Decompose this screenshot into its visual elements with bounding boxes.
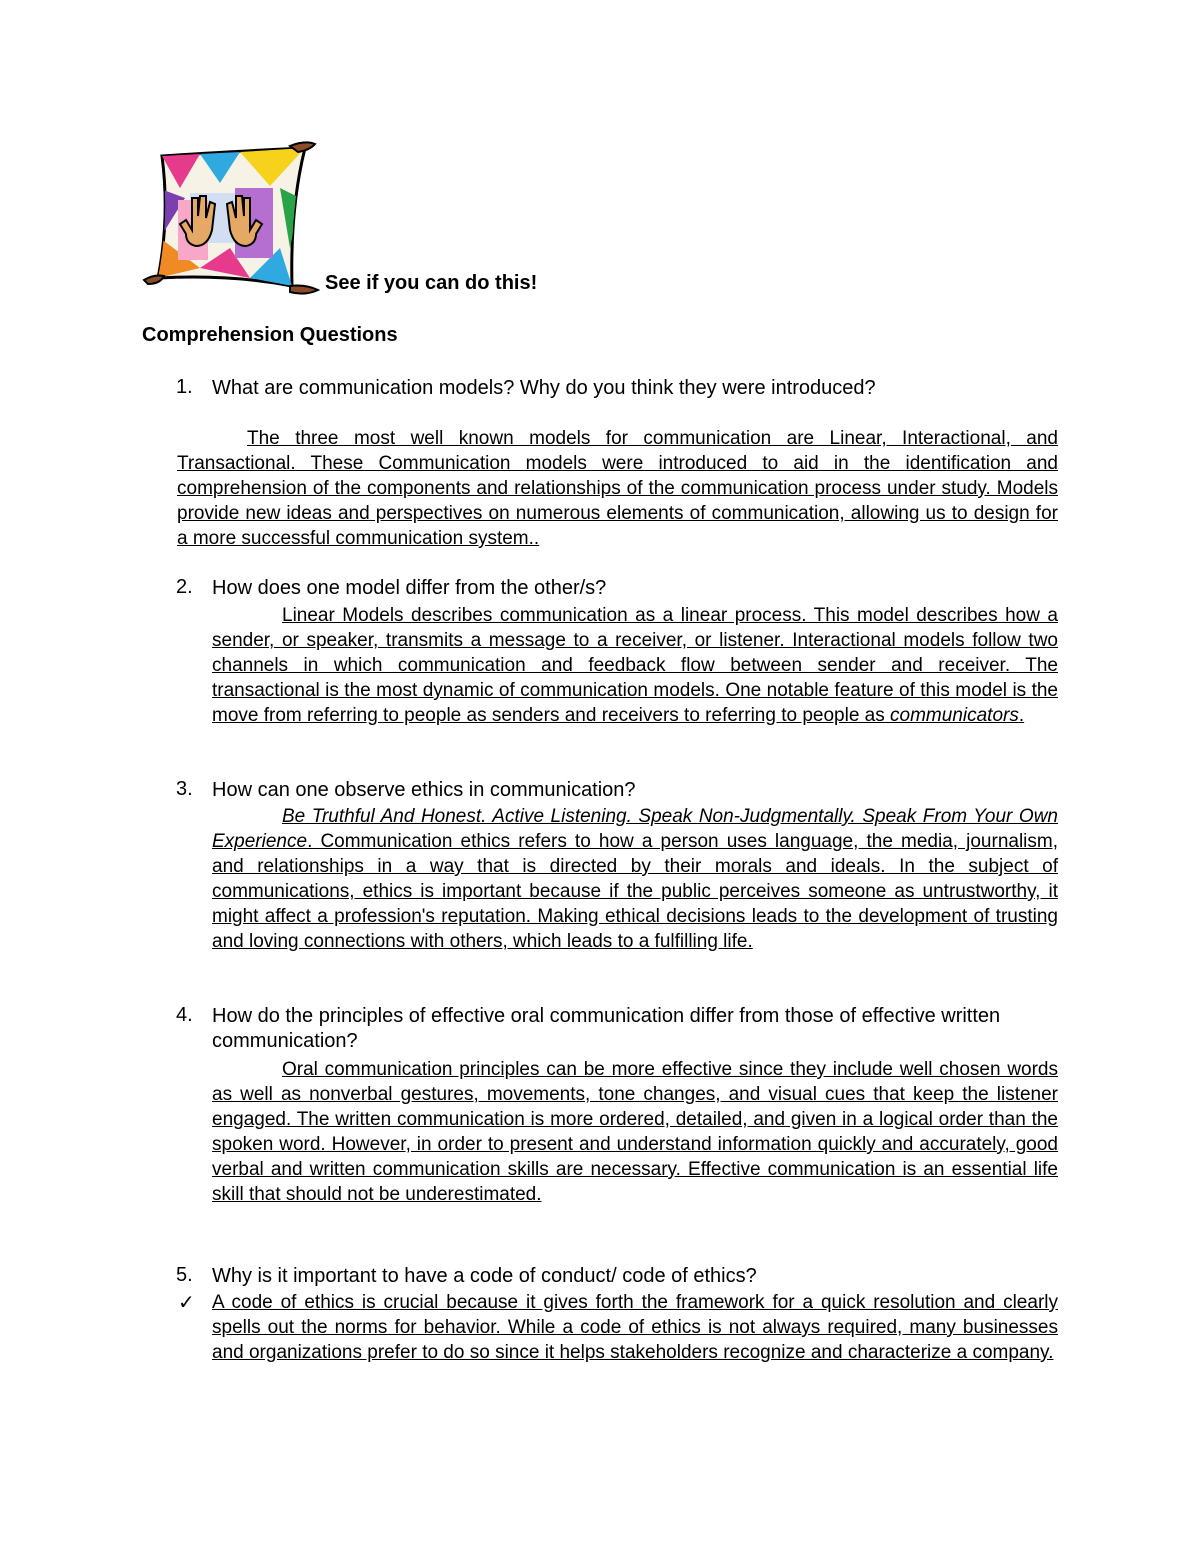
answer-text: A code of ethics is crucial because it gives forth the framework for a quick resolution and clearly spells out the norms for behavior. While a code of ethics is not always required, many businesses and organizations prefer to do so since it helps stakeholders recognize and characterize a company. (212, 1292, 1058, 1363)
question-text: Why is it important to have a code of conduct/ code of ethics? (212, 1265, 757, 1287)
question-number: 5. (176, 1264, 193, 1286)
banner-title: See if you can do this! (325, 272, 538, 294)
answer-text: Oral communication principles can be more effective since they include well chosen words as well as nonverbal gestures, movements, tone changes, and visual cues that keep the listener engaged. The written communication is more ordered, detailed, and given in a logical order than the spoken word. However, in order to present and understand information quickly and accurately, good verbal and written communication skills are necessary. Effective communication is an essential life skill that should not be underestimated. (212, 1059, 1058, 1205)
answer-text (212, 804, 1058, 954)
question-text: What are communication models? Why do you think they were introduced? (212, 377, 876, 399)
answer-trail: . (533, 528, 540, 549)
question-number: 2. (176, 576, 193, 598)
answer-body: . Communication ethics refers to how a person uses language, the media, journalism, and relationships in a way that is directed by their morals and ideals. In the subject of communications, ethics is important because if the public perceives someone as untrustworthy, it might affect a profession's reputation. Making ethical decisions leads to the development of trusting and loving connections with others, which leads to a fulfilling life. (212, 831, 1058, 952)
question-number: 3. (176, 778, 193, 800)
question-number: 1. (176, 376, 193, 398)
question-text: How do the principles of effective oral communication differ from those of effective written communication? (212, 1005, 1001, 1052)
question-number: 4. (176, 1004, 193, 1026)
flying-carpet-hands-icon (140, 138, 320, 298)
answer-body: Linear Models describes communication as a linear process. This model describes how a sender, or speaker, transmits a message to a receiver, or listener. Interactional models follow two channels in which communication and feedback flow between sender and receiver. The transactional is the most dynamic of communication models. One notable feature of this model is the move from referring to people as senders and receivers to referring to people as (212, 605, 1058, 726)
answer-text (212, 603, 1058, 728)
answer-tail: . (1018, 705, 1025, 726)
question-text: How can one observe ethics in communication? (212, 779, 636, 801)
section-heading: Comprehension Questions (142, 324, 398, 346)
question-text: How does one model differ from the other/s? (212, 577, 607, 599)
answer-body: The three most well known models for communication are Linear, Interactional, and Transactional. These Communication models were introduced to aid in the identification and comprehension of the components and relationships of the communication process under study. Models provide new ideas and perspectives on numerous elements of communication, allowing us to design for a more successful communication system. (177, 428, 1058, 549)
answer-italic: Be Truthful And Honest. Active Listening. Speak Non-Judgmentally. Speak From Your Own Experience (212, 806, 1058, 852)
check-icon: ✓ (178, 1292, 195, 1314)
answer-text (177, 426, 1058, 551)
answer-italic: communicators (890, 705, 1019, 726)
